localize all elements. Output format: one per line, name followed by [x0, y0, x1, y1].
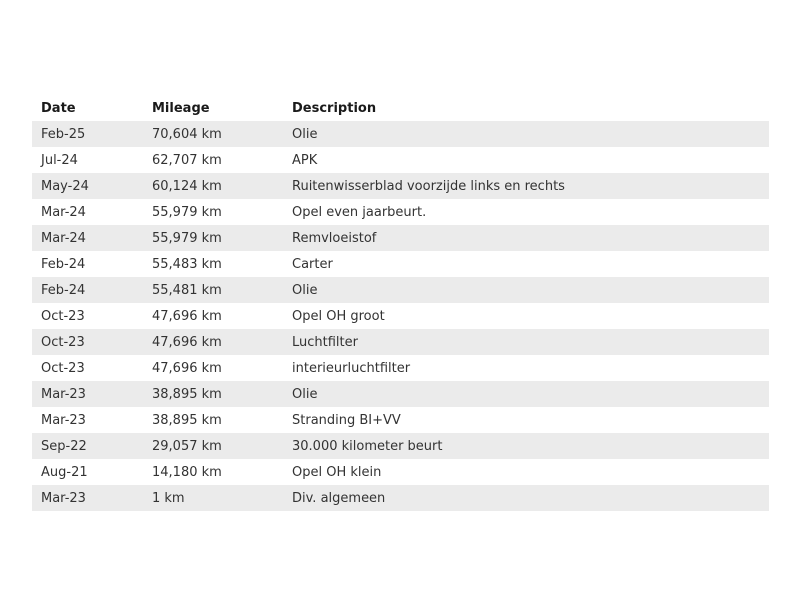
service-history-table: [32, 96, 769, 511]
cell-mileage: 47,696 km: [143, 303, 283, 329]
cell-mileage: 38,895 km: [143, 381, 283, 407]
cell-date: Feb-25: [32, 121, 143, 147]
table-row: [32, 225, 769, 251]
cell-description: Luchtfilter: [283, 329, 769, 355]
cell-description: 30.000 kilometer beurt: [283, 433, 769, 459]
table-row: [32, 381, 769, 407]
cell-date: Mar-23: [32, 407, 143, 433]
table-row: [32, 121, 769, 147]
cell-date: Mar-24: [32, 225, 143, 251]
table-row: [32, 199, 769, 225]
cell-mileage: 38,895 km: [143, 407, 283, 433]
table-body: [32, 121, 769, 511]
cell-mileage: 14,180 km: [143, 459, 283, 485]
cell-date: Feb-24: [32, 251, 143, 277]
table-row: [32, 173, 769, 199]
cell-mileage: 55,979 km: [143, 225, 283, 251]
cell-mileage: 55,979 km: [143, 199, 283, 225]
cell-date: Sep-22: [32, 433, 143, 459]
cell-description: interieurluchtfilter: [283, 355, 769, 381]
table-row: [32, 485, 769, 511]
cell-description: Opel OH klein: [283, 459, 769, 485]
table-row: [32, 303, 769, 329]
table-header: [32, 96, 769, 121]
cell-description: Olie: [283, 121, 769, 147]
cell-mileage: 47,696 km: [143, 355, 283, 381]
cell-date: Oct-23: [32, 303, 143, 329]
cell-description: Opel even jaarbeurt.: [283, 199, 769, 225]
cell-mileage: 47,696 km: [143, 329, 283, 355]
table-row: [32, 329, 769, 355]
cell-mileage: 29,057 km: [143, 433, 283, 459]
cell-date: Jul-24: [32, 147, 143, 173]
cell-mileage: 1 km: [143, 485, 283, 511]
column-header-description: Description: [292, 101, 377, 116]
cell-mileage: 70,604 km: [143, 121, 283, 147]
table-row: [32, 433, 769, 459]
cell-date: May-24: [32, 173, 143, 199]
cell-description: Ruitenwisserblad voorzijde links en rechts: [283, 173, 769, 199]
table-row: [32, 355, 769, 381]
cell-description: Stranding BI+VV: [283, 407, 769, 433]
cell-mileage: 55,481 km: [143, 277, 283, 303]
cell-mileage: 62,707 km: [143, 147, 283, 173]
table-row: [32, 251, 769, 277]
cell-description: Div. algemeen: [283, 485, 769, 511]
cell-description: APK: [283, 147, 769, 173]
cell-date: Oct-23: [32, 355, 143, 381]
service-history-table-container: [32, 96, 769, 511]
table-row: [32, 147, 769, 173]
cell-description: Olie: [283, 381, 769, 407]
cell-date: Aug-21: [32, 459, 143, 485]
cell-date: Feb-24: [32, 277, 143, 303]
cell-date: Mar-23: [32, 381, 143, 407]
cell-mileage: 55,483 km: [143, 251, 283, 277]
cell-date: Mar-24: [32, 199, 143, 225]
cell-description: Remvloeistof: [283, 225, 769, 251]
table-header-row: [32, 96, 769, 121]
cell-description: Olie: [283, 277, 769, 303]
column-header-mileage: Mileage: [152, 101, 210, 116]
cell-mileage: 60,124 km: [143, 173, 283, 199]
cell-date: Oct-23: [32, 329, 143, 355]
table-row: [32, 277, 769, 303]
cell-description: Opel OH groot: [283, 303, 769, 329]
column-header-date: Date: [41, 101, 76, 116]
table-row: [32, 459, 769, 485]
cell-date: Mar-23: [32, 485, 143, 511]
cell-description: Carter: [283, 251, 769, 277]
table-row: [32, 407, 769, 433]
